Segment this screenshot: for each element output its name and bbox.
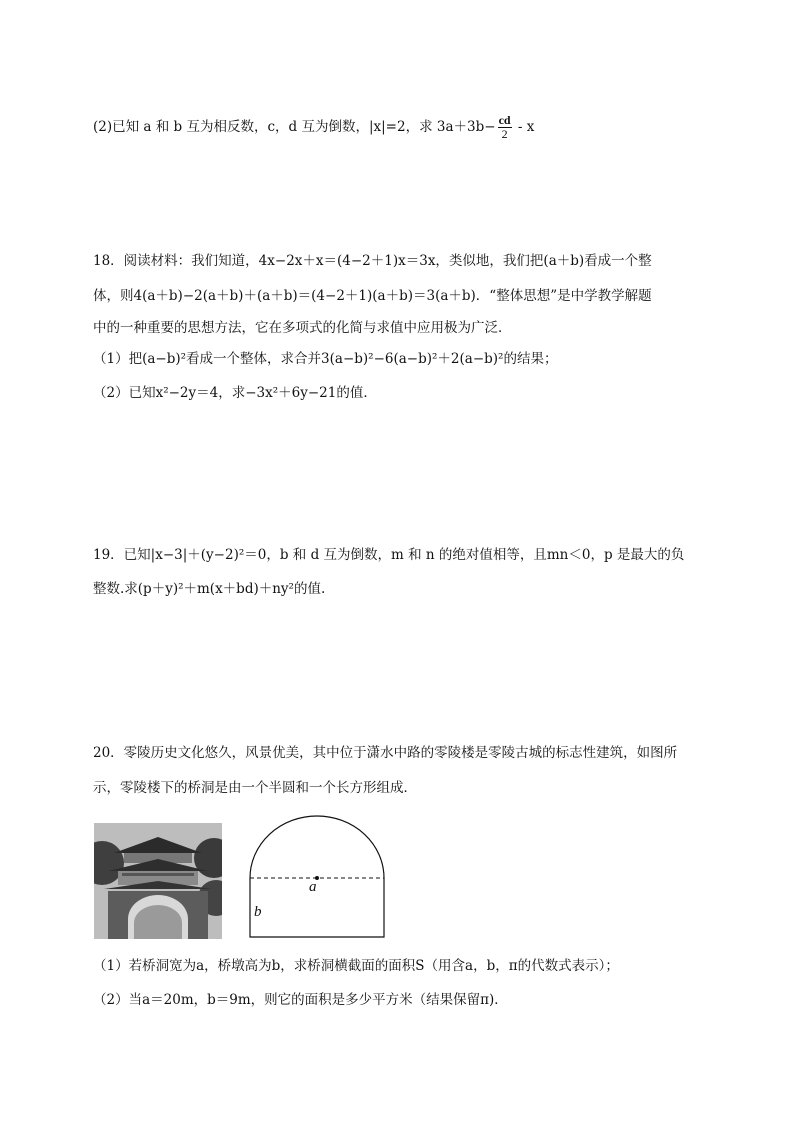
q20-line1: 20．零陵历史文化悠久，风景优美，其中位于潇水中路的零陵楼是零陵古城的标志性建筑，如图所 bbox=[93, 745, 678, 761]
q20-line2: 示，零陵楼下的桥洞是由一个半圆和一个长方形组成． bbox=[93, 780, 417, 796]
q19-line1: 19．已知|x−3|＋(y−2)²＝0，b 和 d 互为倒数，m 和 n 的绝对值相等，且mn＜0，p 是最大的负 bbox=[93, 547, 685, 563]
q19-line2: 整数.求(p＋y)²＋m(x＋bd)＋ny²的值. bbox=[93, 581, 326, 597]
label-a: a bbox=[309, 879, 317, 895]
q17-fraction-denominator: 2 bbox=[501, 127, 508, 141]
bridge-cross-section-svg bbox=[245, 812, 395, 942]
q18-line2: 体，则4(a＋b)−2(a＋b)＋(a＋b)＝(4−2＋1)(a＋b)＝3(a＋b)．“整体思想”是中学教学解题 bbox=[93, 288, 652, 304]
q17-part2 bbox=[93, 114, 534, 141]
q17-fraction bbox=[498, 114, 512, 141]
q17-fraction-numerator: cd bbox=[498, 113, 511, 127]
q17-part2-suffix: - x bbox=[513, 119, 535, 135]
tower-photo-drawing bbox=[94, 823, 222, 939]
label-b: b bbox=[254, 904, 262, 920]
bridge-cross-section-figure bbox=[245, 812, 395, 946]
q18-part2: （2）已知x²−2y＝4，求−3x²＋6y−21的值． bbox=[93, 385, 377, 401]
q18-line1: 18．阅读材料：我们知道，4x−2x＋x＝(4−2＋1)x＝3x，类似地，我们把(a＋b)看成一个整 bbox=[93, 253, 652, 269]
lingling-tower-photo bbox=[94, 823, 222, 939]
q20-part1: （1）若桥洞宽为a，桥墩高为b，求桥洞横截面的面积S（用含a，b，π的代数式表示）； bbox=[93, 958, 619, 974]
q17-part2-prefix: (2)已知 a 和 b 互为相反数，c，d 互为倒数，|x|=2，求 3a＋3b− bbox=[93, 119, 496, 135]
q18-part1: （1）把(a−b)²看成一个整体，求合并3(a−b)²−6(a−b)²＋2(a−b)²的结果； bbox=[93, 351, 558, 367]
q18-line3: 中的一种重要的思想方法，它在多项式的化简与求值中应用极为广泛． bbox=[93, 320, 512, 336]
q20-part2: （2）当a＝20m，b＝9m，则它的面积是多少平方米（结果保留π)． bbox=[93, 992, 508, 1008]
